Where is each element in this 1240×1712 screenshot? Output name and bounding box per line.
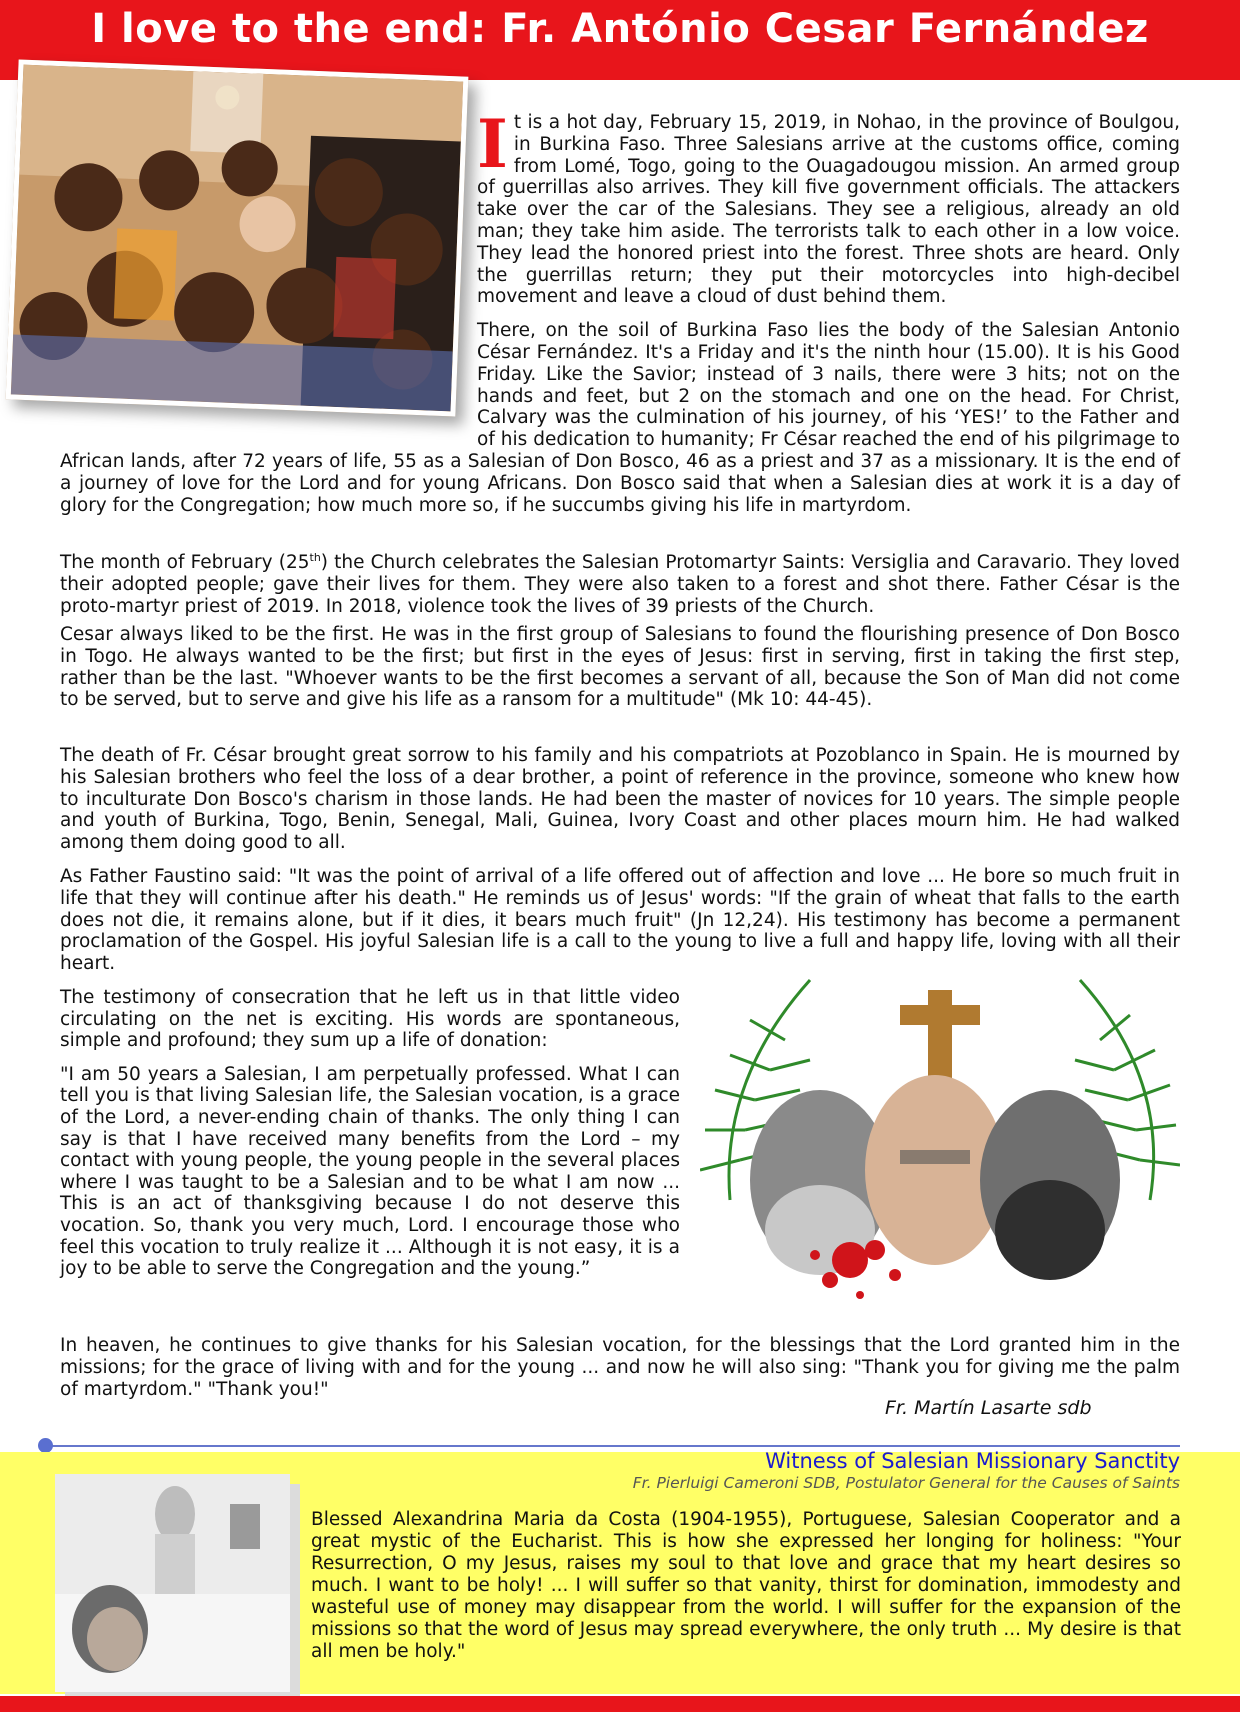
footer-bar [0, 1696, 1240, 1712]
divider-dot [38, 1438, 53, 1453]
paragraph-faustino-text: As Father Faustino said: "It was the point of arrival of a life offered out of affection and love ... He bore so much fruit in life that they will continue after his death." He reminds us of Jesus' words: "If the grain of wheat that falls to the earth does not die, it remains alone, but if it dies, it bears much fruit" (Jn 12,24). His testimony has become a permanent proclamation of the Gospel. His joyful Salesian life is a call to the young to live a full and happy life, loving with all their heart. [60, 866, 1180, 975]
photo-spacer [60, 112, 465, 438]
palm-cross-faces-art [700, 960, 1180, 1320]
alexandrina-photo [55, 1474, 290, 1692]
paragraph-death-text: The death of Fr. César brought great sorrow to his family and his compatriots at Pozoblanco in Spain. He is mourned by his Salesian brothers who feel the loss of a dear brother, a point of reference in the province, someone who knew how to inculturate Don Bosco's charism in those lands. He had been the master of novices for 10 years. The simple people and youth of Burkina, Togo, Benin, Senegal, Mali, Guinea, Ivory Coast and other places mourn him. He had walked among them doing good to all. [60, 745, 1180, 854]
alexandrina-photo-art [55, 1474, 290, 1692]
martyrs-illustration [700, 960, 1180, 1320]
paragraph-saints-b: ) the Church celebrates the Salesian Protomartyr Saints: Versiglia and Caravario. They loved their adopted people; gave their lives for them. They were also taken to a forest and shot there. Father César is the proto-martyr priest of 2019. In 2018, violence took the lives of 39 priests of the Church. [60, 552, 1180, 617]
paragraph-faustino [60, 866, 1180, 975]
paragraph-first [60, 624, 1180, 711]
testimony-quote: "I am 50 years a Salesian, I am perpetually professed. What I can tell you is that living Salesian life, the Salesian vocation, is a grace of the Lord, a never-ending chain of thanks. The only thing I can say is that I have received many benefits from the Lord – my contact with young people, the young people in the several places where I was taught to be a Salesian and to be what I am now ... This is an act of thanksgiving because I do not deserve this vocation. So, thank you very much, Lord. I encourage those who feel this vocation to truly realize it ... Although it is not easy, it is a joy to be able to serve the Congregation and the young.” [60, 1063, 680, 1280]
paragraph-saints-a: The month of February (25 [60, 552, 310, 574]
intro-paragraph-2: There, on the soil of Burkina Faso lies the body of the Salesian Antonio César Fernández. It's a Friday and it's the ninth hour (15.00). It is his Good Friday. Like the Savior; instead of 3 nails, there were 3 hits; not on the hands and feet, but 2 on the stomach and one on the head. For Christ, Calvary was the culmination of his journey, of his ‘YES!’ to the Father and of his dedication to humanity; Fr César reached the end of his pilgrimage to African lands, after 72 years of life, 55 as a Salesian of Don Bosco, 46 as a priest and 37 as a missionary. It is the end of a journey of love for the Lord and for young Africans. Don Bosco said that when a Salesian dies at work it is a day of glory for the Congregation; how much more so, if he succumbs giving his life in martyrdom. [60, 320, 1180, 516]
witness-title: Witness of Salesian Missionary Sanctity [765, 1449, 1180, 1473]
intro-paragraph-1-text: t is a hot day, February 15, 2019, in Nohao, in the province of Boulgou, in Burkina Faso. Three Salesians arrive at the customs office, coming from Lomé, Togo, going to the Ouagadougou mission. An armed group of guerrillas also arrives. They kill five government officials. The attackers take over the car of the Salesians. They see a religious, already an old man; they take him aside. The terrorists talk to each other in a low voice. They lead the honored priest into the forest. Three shots are heard. Only the guerrillas return; they put their motorcycles into high-decibel movement and leave a cloud of dust behind them. [477, 112, 1180, 308]
testimony-intro: The testimony of consecration that he left us in that little video circulating on the net is exciting. His words are spontaneous, simple and profound; they sum up a life of donation: [60, 987, 680, 1052]
superscript: th [309, 551, 321, 564]
testimony-column [60, 987, 680, 1292]
drop-cap: I [477, 105, 508, 183]
author-signature: Fr. Martín Lasarte sdb [885, 1397, 1092, 1419]
paragraph-heaven [60, 1335, 1180, 1400]
paragraph-first-text: Cesar always liked to be the first. He was in the first group of Salesians to found the flourishing presence of Don Bosco in Togo. He always wanted to be the first; but first in the eyes of Jesus: first in serving, first in taking the first step, rather than be the last. "Whoever wants to be the first becomes a servant of all, because the Son of Man did not come to be served, but to serve and give his life as a ransom for a multitude" (Mk 10: 44-45). [60, 624, 1180, 711]
paragraph-death [60, 745, 1180, 854]
section-divider [45, 1445, 1180, 1447]
witness-subtitle: Fr. Pierluigi Cameroni SDB, Postulator General for the Causes of Saints [632, 1474, 1180, 1492]
paragraph-saints [60, 547, 1180, 618]
paragraph-heaven-text: In heaven, he continues to give thanks for his Salesian vocation, for the blessings that the Lord granted him in the missions; for the grace of living with and for the young ... and now he will also sing: "Thank you for giving me the palm of martyrdom." "Thank you!" [60, 1335, 1180, 1400]
witness-text: Blessed Alexandrina Maria da Costa (1904-1955), Portuguese, Salesian Cooperator and a great mystic of the Eucharist. This is how she expressed her longing for holiness: "Your Resurrection, O my Jesus, raises my soul to that love and grace that my heart desires so much. I want to be holy! ... I will suffer so that vanity, thirst for domination, immodesty and wasteful use of money may disappear from the world. I will suffer for the expansion of the missions so that the word of Jesus may spread everywhere, the only truth ... My desire is that all men be holy." [311, 1509, 1181, 1662]
page-title: I love to the end: Fr. António Cesar Fernández [91, 6, 1149, 52]
intro-text [60, 105, 1180, 516]
